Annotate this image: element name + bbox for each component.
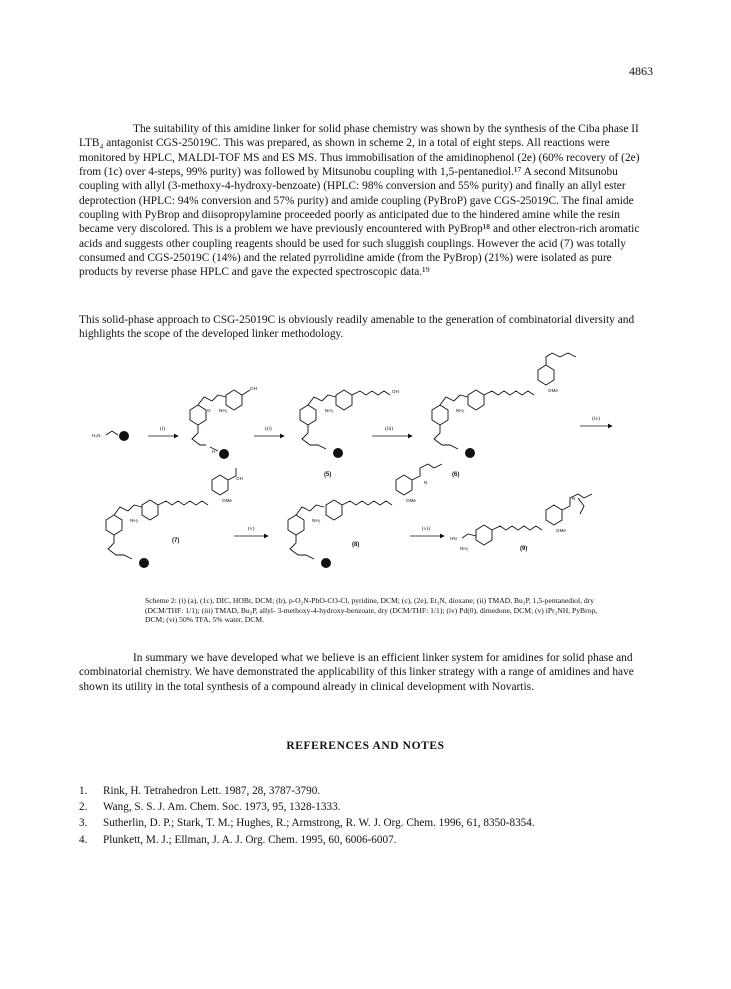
atom-label-oh: OH bbox=[392, 389, 399, 394]
body-paragraph-1: The suitability of this amidine linker for solid phase chemistry was shown by the synthesis of the Ciba phase II LTB₄ antagonist CGS-25019C. This was prepared, as shown in scheme 2, in a total of eight steps. All reactions were monitored by HPLC, MALDI-TOF MS and ES MS. Thus immobilisation of the amidinophenol (2e) (60% recovery of (2e) from (1c) over 4-steps, 99% purity) was followed by Mitsunobu coupling with 1,5-pentanediol.¹⁷ A second Mitsunobu coupling with allyl (3-methoxy-4-hydroxy-benzoate) (HPLC: 98% conversion and 55% purity) and finally an allyl ester deprotection (HPLC: 94% conversion and 57% purity) and amide coupling (PyBroP) gave CGS-25019C. The final amide coupling with PyBrop and diisopropylamine proceeded poorly as anticipated due to the hindered amine while the resin became very discolored. This is a problem we have previously encountered with PyBrop¹⁸ and other electron-rich aromatic acids and suggests other coupling reagents should be used for such sluggish couplings. However the acid (7) was totally consumed and CGS-25019C (14%) and the related pyrrolidine amide (from the PyBrop) (21%) were isolated as pure products by reverse phase HPLC and gave the expected spectroscopic data.¹⁹ bbox=[79, 123, 640, 279]
resin-bead bbox=[321, 558, 331, 568]
atom-label-nh2: NH₂ bbox=[325, 408, 334, 413]
atom-label-ome: OMe bbox=[548, 388, 558, 393]
atom-label-nh2: NH₂ bbox=[312, 518, 321, 523]
atom-label-ome: OMe bbox=[222, 498, 232, 503]
structure-compound-5 bbox=[300, 389, 399, 458]
atom-label-h2n: H₂N bbox=[92, 433, 101, 438]
atom-label-oh: OH bbox=[250, 386, 257, 391]
reaction-scheme bbox=[0, 350, 731, 590]
reagent-label: (vi) bbox=[422, 526, 430, 532]
reference-item: 4. Plunkett, M. J.; Ellman, J. A. J. Org. Chem. 1995, 60, 6006-6007. bbox=[79, 833, 397, 846]
body-paragraph-3: In summary we have developed what we believe is an efficient linker system for amidines for solid phase and combinatorial chemistry. We have demonstrated the applicability of this linker strategy with a range of amidines and have shown its utility in the total synthesis of a compound already in clinical development with Novartis. bbox=[79, 652, 634, 693]
atom-label-nh2: NH₂ bbox=[456, 408, 465, 413]
structure-compound-9 bbox=[450, 494, 592, 551]
reference-list bbox=[79, 783, 679, 848]
compound-label: (8) bbox=[352, 542, 360, 548]
page-number: 4863 bbox=[629, 64, 653, 78]
compound-label: (7) bbox=[172, 538, 180, 544]
resin-bead bbox=[333, 448, 343, 458]
resin-bead bbox=[465, 448, 475, 458]
reagent-label: (iv) bbox=[592, 416, 600, 422]
reagent-label: (v) bbox=[248, 526, 255, 532]
structure-compound-8 bbox=[288, 464, 442, 568]
atom-label-nh2: NH₂ bbox=[130, 518, 139, 523]
structure-compound-7 bbox=[106, 468, 243, 568]
resin-bead bbox=[139, 558, 149, 568]
atom-label-nh2: NH₂ bbox=[219, 408, 228, 413]
resin-bead bbox=[219, 449, 229, 459]
atom-label-oh: OH bbox=[236, 476, 243, 481]
atom-label-o: O bbox=[207, 408, 211, 413]
reference-item: 1. Rink, H. Tetrahedron Lett. 1987, 28, 3787-3790. bbox=[79, 785, 321, 797]
scheme-caption: Scheme 2: (i) (a), (1c), DIC, HOBt, DCM; (b), p-O₂N-PhO-CO-Cl, pyridine, DCM; (c), (2e), Et₃N, dioxane; (ii) TMAD, Bu₃P, 1,5-pentanediol, dry (DCM/THF: 1/1); (iii) TMAD, Bu₃P, allyl- 3-methoxy-4-hydroxy-benzoate, dry (DCM/THF: 1/1); (iv) Pd(0), dimedone, DCM; (v) iPr₂NH, PyBrop, DCM; (vi) 50% TFA, 5% water, DCM. bbox=[145, 596, 598, 624]
compound-label: (5) bbox=[324, 472, 332, 478]
reagent-label: (i) bbox=[160, 426, 166, 432]
reagent-label: (ii) bbox=[265, 426, 272, 432]
compound-label: (6) bbox=[452, 472, 460, 478]
atom-label-n: N bbox=[424, 480, 428, 485]
structure-amidinophenol-resin bbox=[190, 386, 257, 459]
atom-label-n: N bbox=[572, 496, 576, 501]
atom-label-h: H bbox=[212, 449, 216, 454]
references-heading: REFERENCES AND NOTES bbox=[286, 740, 445, 752]
resin-bead bbox=[119, 431, 129, 441]
structure-compound-6 bbox=[432, 353, 576, 458]
atom-label-nh2: NH₂ bbox=[460, 546, 469, 551]
atom-label-ome: OMe bbox=[556, 528, 566, 533]
body-paragraph-2: This solid-phase approach to CSG-25019C is obviously readily amenable to the generation of combinatorial diversity and highlights the scope of the developed linker methodology. bbox=[79, 314, 635, 341]
compound-label: (9) bbox=[520, 546, 528, 552]
reference-item: 2. Wang, S. S. J. Am. Chem. Soc. 1973, 95, 1328-1333. bbox=[79, 801, 341, 814]
reagent-label: (iii) bbox=[385, 426, 394, 432]
atom-label-ome: OMe bbox=[406, 498, 416, 503]
reference-item: 3. Sutherlin, D. P.; Stark, T. M.; Hughes, R.; Armstrong, R. W. J. Org. Chem. 1996, 61, 8350-8354. bbox=[79, 817, 535, 830]
atom-label-hn: HN bbox=[450, 536, 457, 541]
